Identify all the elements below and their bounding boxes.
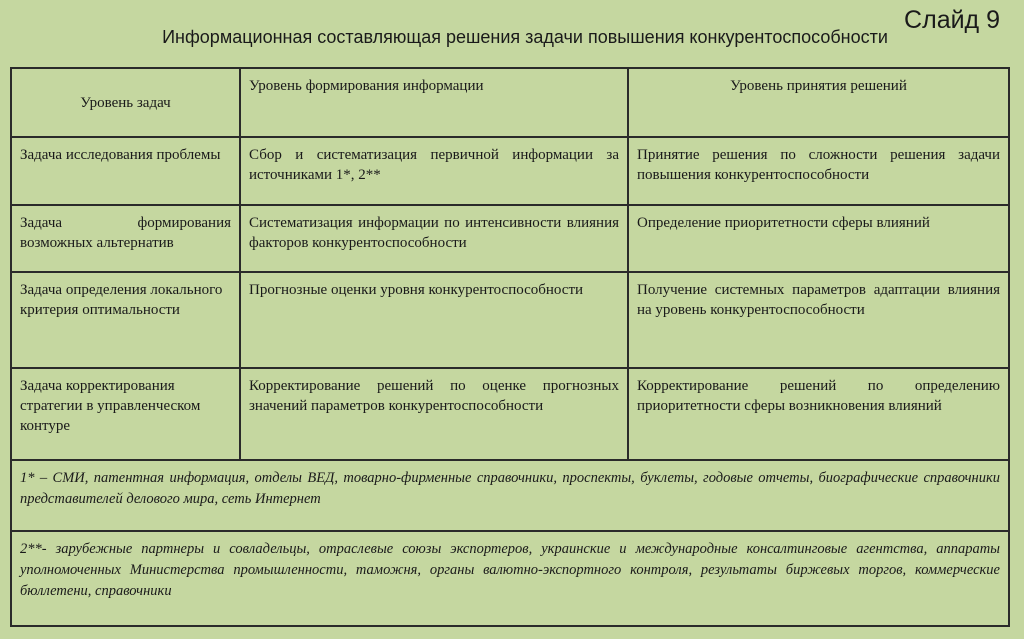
table-row [11, 137, 1009, 205]
table-row [11, 272, 1009, 368]
slide-number: Слайд 9 [904, 6, 1000, 34]
table-cell: Корректирование решений по определению приоритетности сферы возникновения влияний [628, 368, 1009, 460]
table-cell: Задача определения локального критерия оптимальности [11, 272, 240, 368]
info-table [10, 67, 1010, 627]
table-cell: Задача исследования проблемы [11, 137, 240, 205]
table-cell: Задача формирования возможных альтернатив [11, 205, 240, 272]
footnote-2: 2**- зарубежные партнеры и совладельцы, отраслевые союзы экспортеров, украинские и международные консалтинговые агентства, аппараты уполномоченных Министерства промышленности, таможня, органы валютно-экспортного контроля, результаты биржевых торгов, коммерческие бюллетени, справочники [11, 531, 1009, 626]
table-cell: Систематизация информации по интенсивности влияния факторов конкурентоспособности [240, 205, 628, 272]
table-cell: Получение системных параметров адаптации влияния на уровень конкурентоспособности [628, 272, 1009, 368]
table-header-row [11, 68, 1009, 137]
footnote-1: 1* – СМИ, патентная информация, отделы ВЕД, товарно-фирменные справочники, проспекты, буклеты, годовые отчеты, биографические справочники представителей делового мира, сеть Интернет [11, 460, 1009, 531]
table-cell: Принятие решения по сложности решения задачи повышения конкурентоспособности [628, 137, 1009, 205]
table-cell: Прогнозные оценки уровня конкурентоспособности [240, 272, 628, 368]
footnote-row [11, 460, 1009, 531]
table-cell: Корректирование решений по оценке прогнозных значений параметров конкурентоспособности [240, 368, 628, 460]
table-cell: Задача корректирования стратегии в управленческом контуре [11, 368, 240, 460]
slide-title: Информационная составляющая решения задачи повышения конкурентоспособности [162, 27, 888, 47]
table-cell: Определение приоритетности сферы влияний [628, 205, 1009, 272]
table-row [11, 368, 1009, 460]
table-row [11, 205, 1009, 272]
footnote-row [11, 531, 1009, 626]
header-cell: Уровень формирования информации [240, 68, 628, 137]
header-cell: Уровень принятия решений [628, 68, 1009, 137]
header-cell: Уровень задач [11, 68, 240, 137]
table-cell: Сбор и систематизация первичной информации за источниками 1*, 2** [240, 137, 628, 205]
